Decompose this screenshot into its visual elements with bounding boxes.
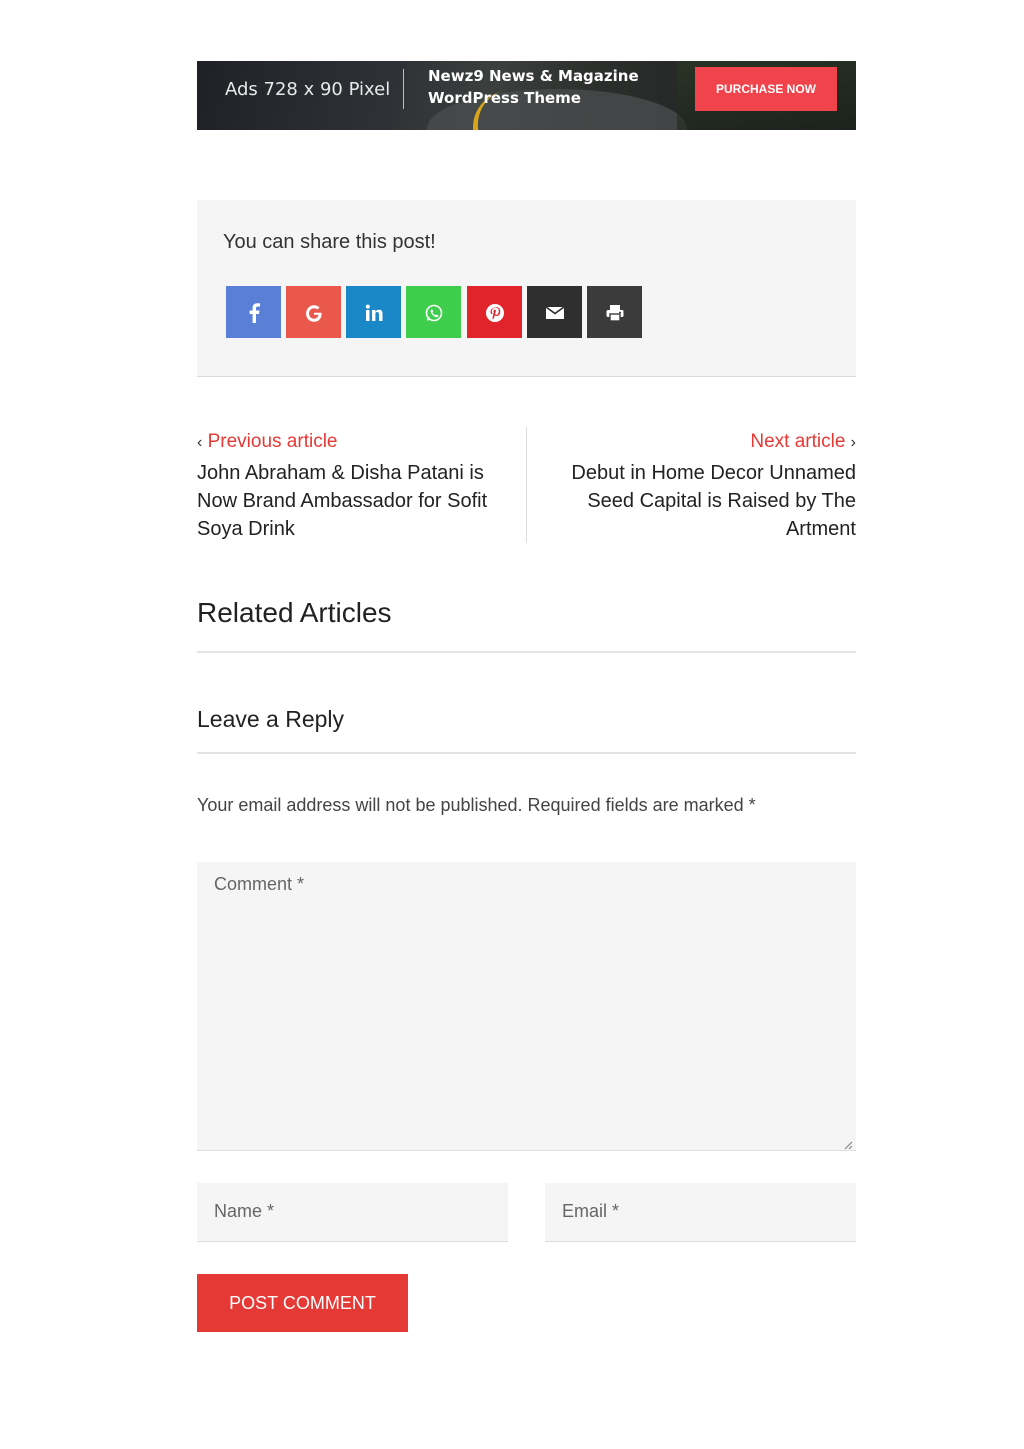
email-placeholder: Email * <box>562 1201 620 1221</box>
share-google-button[interactable] <box>286 286 341 338</box>
email-icon <box>545 301 565 323</box>
related-articles-divider <box>197 651 856 653</box>
ad-divider <box>403 69 404 109</box>
facebook-icon <box>248 301 260 323</box>
share-title: You can share this post! <box>223 231 436 253</box>
share-facebook-button[interactable] <box>226 286 281 338</box>
post-comment-button[interactable]: POST COMMENT <box>197 1274 408 1332</box>
previous-article-link[interactable] <box>197 430 507 543</box>
comment-textarea[interactable] <box>197 862 856 1151</box>
ad-title-line1: Newz9 News & Magazine <box>428 67 639 85</box>
chevron-right-icon: › <box>850 434 856 451</box>
previous-article-label-row <box>197 430 507 455</box>
nav-divider <box>526 427 527 543</box>
next-article-label[interactable]: Next article <box>750 431 846 452</box>
pinterest-icon <box>485 301 505 323</box>
leave-reply-divider <box>197 752 856 754</box>
share-box <box>197 200 856 377</box>
share-email-button[interactable] <box>527 286 582 338</box>
share-print-button[interactable] <box>587 286 642 338</box>
whatsapp-icon <box>424 301 444 323</box>
resize-handle-icon[interactable] <box>843 1137 853 1147</box>
ad-title <box>428 65 639 109</box>
purchase-now-button[interactable]: PURCHASE NOW <box>695 67 837 111</box>
name-placeholder: Name * <box>214 1201 275 1221</box>
linkedin-icon <box>365 301 383 323</box>
google-icon <box>305 301 323 323</box>
ad-title-line2: WordPress Theme <box>428 89 581 107</box>
ad-size-text: Ads 728 x 90 Pixel <box>225 79 391 100</box>
previous-article-title[interactable]: John Abraham & Disha Patani is Now Brand Ambassador for Sofit Soya Drink <box>197 462 488 540</box>
share-whatsapp-button[interactable] <box>406 286 461 338</box>
comment-placeholder: Comment * <box>214 874 305 894</box>
share-linkedin-button[interactable] <box>346 286 401 338</box>
next-article-label-row <box>547 430 856 455</box>
related-articles-heading: Related Articles <box>197 597 392 628</box>
next-article-title[interactable]: Debut in Home Decor Unnamed Seed Capital is Raised by The Artment <box>571 462 856 540</box>
comment-notes: Your email address will not be published. Required fields are marked * <box>197 795 756 815</box>
previous-article-label[interactable]: Previous article <box>207 431 338 452</box>
email-field[interactable] <box>545 1183 856 1242</box>
chevron-left-icon: ‹ <box>197 434 203 451</box>
leave-reply-heading: Leave a Reply <box>197 706 345 732</box>
next-article-link[interactable] <box>547 430 856 543</box>
ad-banner[interactable] <box>197 61 856 130</box>
share-pinterest-button[interactable] <box>467 286 522 338</box>
print-icon <box>605 301 625 323</box>
name-field[interactable] <box>197 1183 508 1242</box>
